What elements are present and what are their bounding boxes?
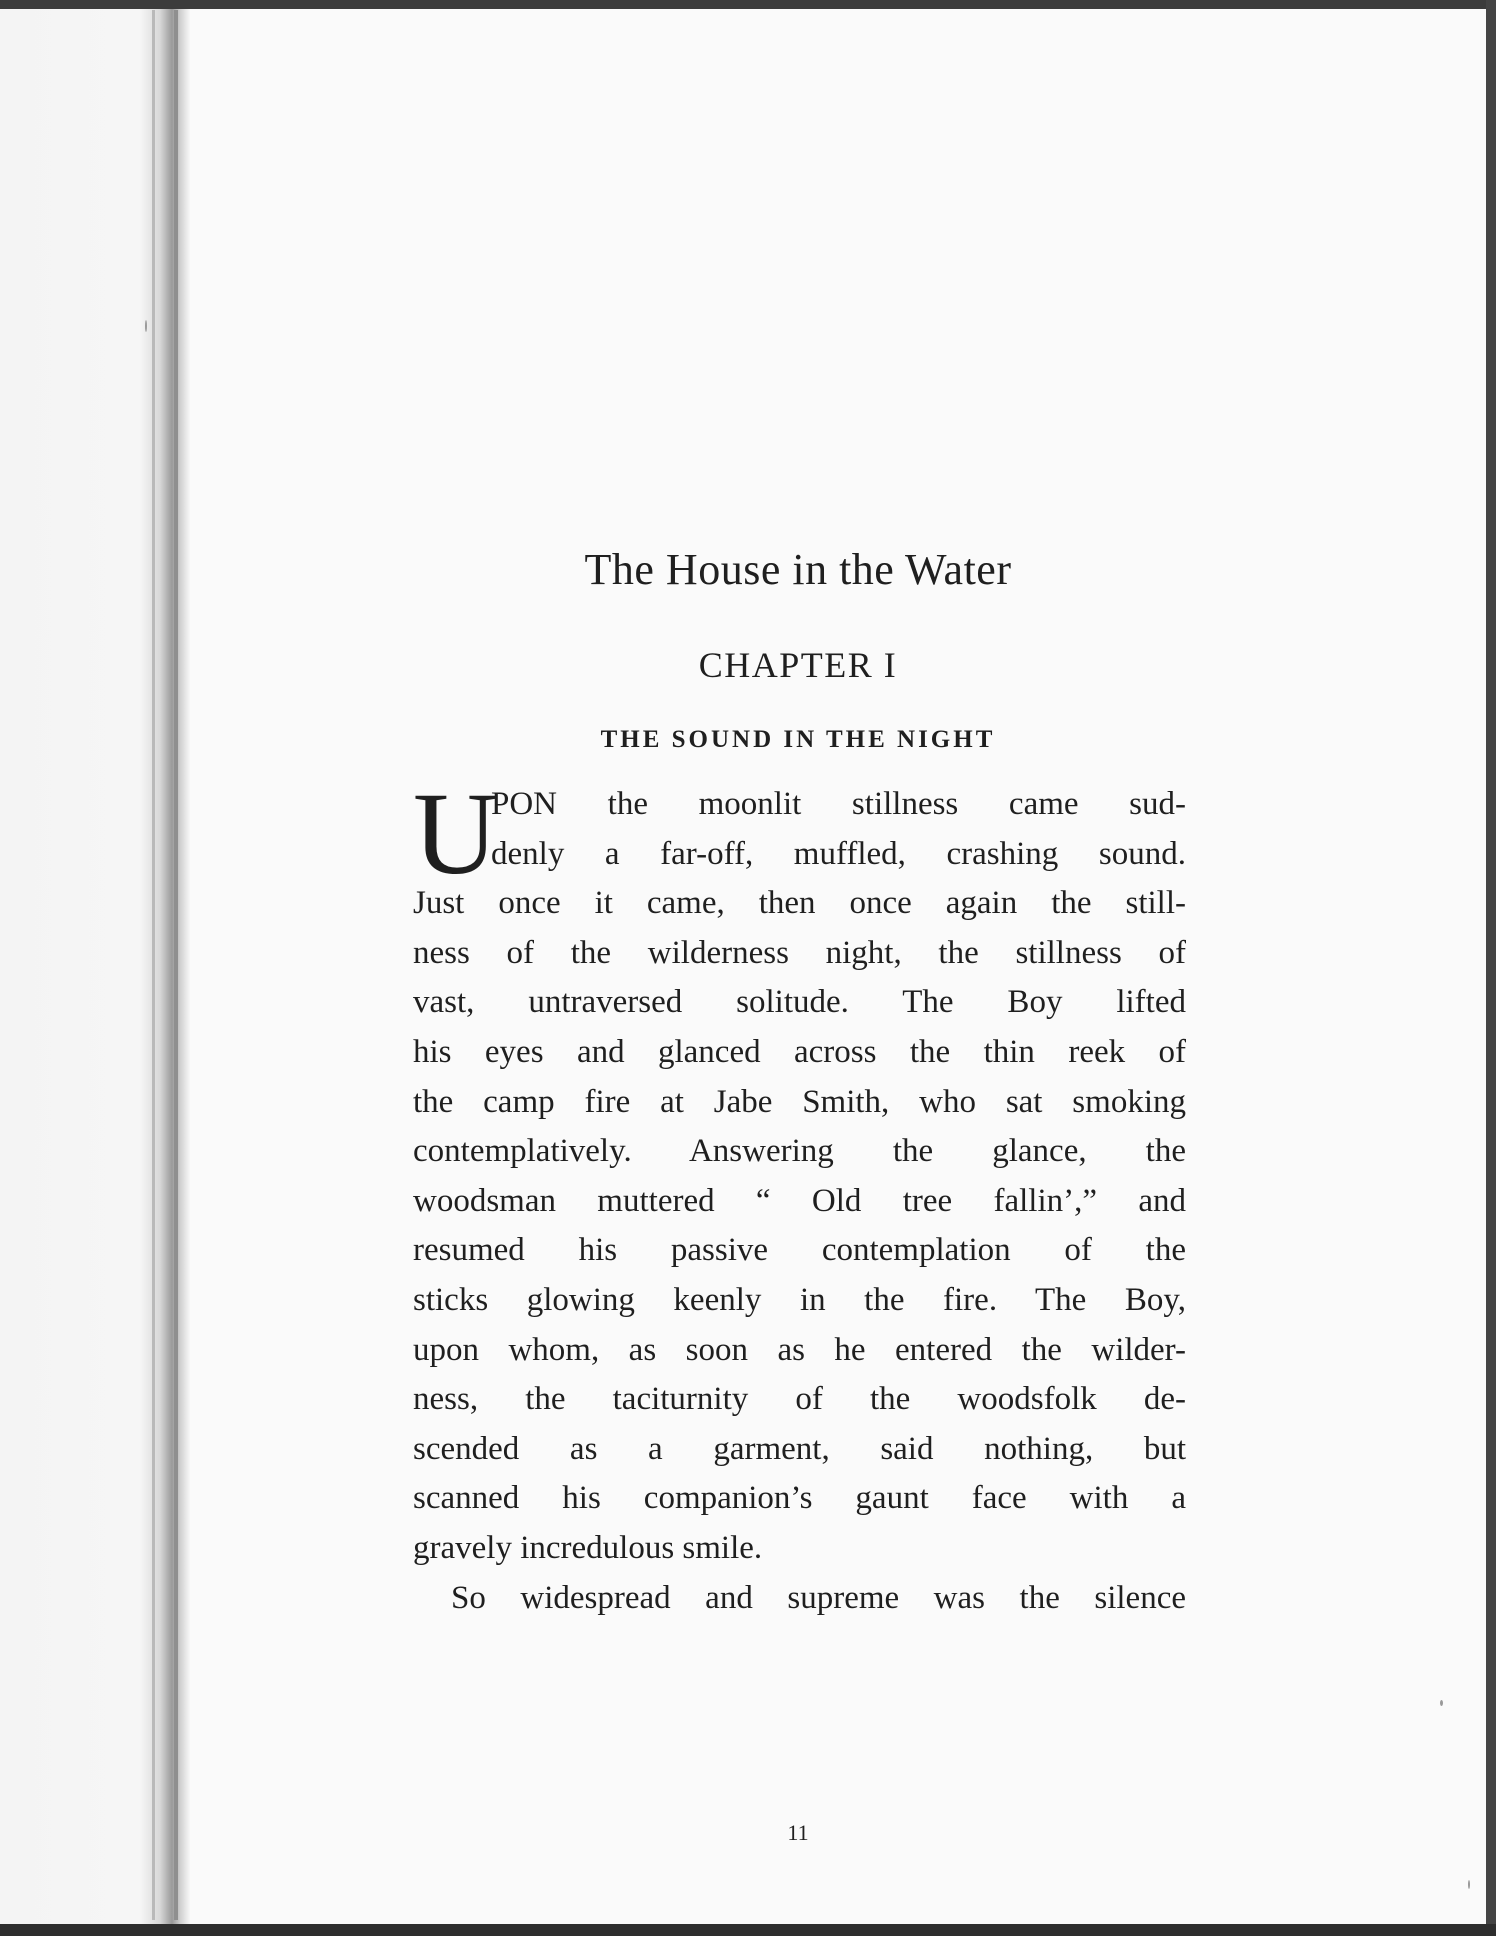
- text-line: ness, the taciturnity of the woodsfolk de-: [413, 1381, 1186, 1418]
- text-line: the camp fire at Jabe Smith, who sat smoking: [413, 1083, 1186, 1120]
- scan-speck: [1468, 1880, 1470, 1889]
- chapter-title: THE SOUND IN THE NIGHT: [600, 726, 996, 753]
- body-text: [413, 768, 1186, 1623]
- chapter-heading: CHAPTER I: [698, 645, 898, 685]
- text-line: contemplatively. Answering the glance, the: [413, 1133, 1186, 1170]
- scan-speck: [1440, 1700, 1443, 1706]
- text-line: scanned his companion’s gaunt face with a: [413, 1480, 1186, 1517]
- drop-cap: U: [413, 768, 499, 899]
- scan-bottom-edge: [0, 1924, 1496, 1936]
- text-line: ness of the wilderness night, the stillness of: [413, 934, 1186, 971]
- text-line: Just once it came, then once again the still-: [413, 885, 1186, 922]
- scan-speck: [145, 320, 147, 332]
- text-line: vast, untraversed solitude. The Boy lifted: [413, 984, 1186, 1021]
- text-line: his eyes and glanced across the thin reek of: [413, 1033, 1186, 1070]
- text-line: woodsman muttered “ Old tree fallin’,” and: [413, 1182, 1186, 1219]
- binding-edge-line: [174, 10, 178, 1920]
- text-line: sticks glowing keenly in the fire. The Boy,: [413, 1281, 1186, 1318]
- scan-top-edge: [0, 0, 1496, 9]
- text-line: resumed his passive contemplation of the: [413, 1232, 1186, 1269]
- text-line: denly a far-off, muffled, crashing sound.: [491, 835, 1186, 872]
- text-line: scended as a garment, said nothing, but: [413, 1430, 1186, 1467]
- gutter-shadow-line: [152, 10, 155, 1920]
- page-number: 11: [787, 1820, 809, 1845]
- text-line: upon whom, as soon as he entered the wilder-: [413, 1331, 1186, 1368]
- scan-right-edge: [1486, 0, 1496, 1936]
- text-line: gravely incredulous smile.: [413, 1529, 763, 1566]
- text-line: So widespread and supreme was the silence: [451, 1579, 1186, 1616]
- text-line: PON the moonlit stillness came sud-: [491, 786, 1186, 822]
- book-title: The House in the Water: [584, 545, 1012, 594]
- page-gutter: [0, 0, 190, 1936]
